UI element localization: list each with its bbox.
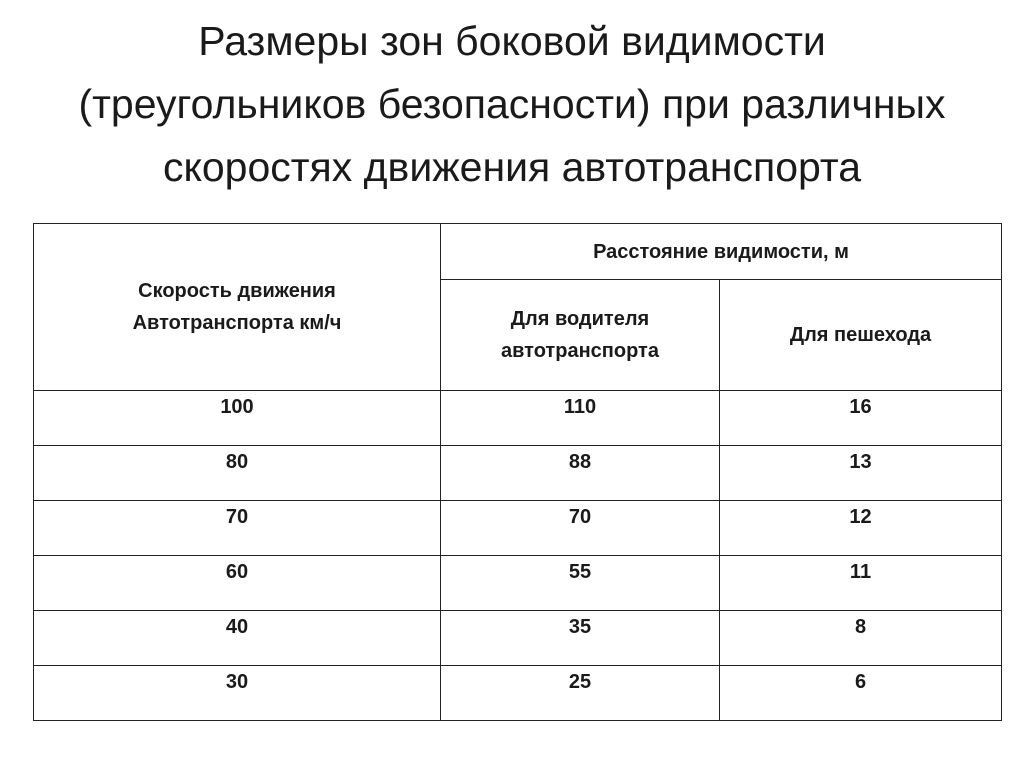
cell-pedestrian: 12 [720,501,1002,556]
header-driver-line-1: Для водителя [510,308,650,330]
table-row [34,611,1002,666]
table-row [34,666,1002,721]
title-line-2: (треугольников безопасности) при различных [78,81,946,127]
cell-pedestrian: 6 [720,666,1002,721]
cell-driver: 25 [441,666,720,721]
cell-speed: 100 [34,391,441,446]
header-speed [34,224,441,391]
cell-driver: 70 [441,501,720,556]
cell-driver: 55 [441,556,720,611]
table-row [34,391,1002,446]
cell-pedestrian: 8 [720,611,1002,666]
cell-speed: 60 [34,556,441,611]
table-row [34,446,1002,501]
header-driver [441,280,720,391]
table-header-row [34,224,1002,280]
cell-pedestrian: 11 [720,556,1002,611]
header-speed-line-1: Скорость движения [138,280,336,302]
title-line-1: Размеры зон боковой видимости [198,18,826,64]
cell-pedestrian: 13 [720,446,1002,501]
table-row [34,501,1002,556]
cell-speed: 40 [34,611,441,666]
cell-driver: 88 [441,446,720,501]
title-line-3: скоростях движения автотранспорта [162,144,862,190]
table-row [34,556,1002,611]
header-distance: Расстояние видимости, м [441,224,1002,280]
cell-speed: 80 [34,446,441,501]
header-speed-line-2: Автотранспорта км/ч [132,312,342,334]
cell-speed: 70 [34,501,441,556]
cell-pedestrian: 16 [720,391,1002,446]
header-driver-line-2: автотранспорта [501,340,659,362]
cell-driver: 110 [441,391,720,446]
visibility-table [33,223,1002,721]
cell-speed: 30 [34,666,441,721]
page-title [0,10,1024,199]
cell-driver: 35 [441,611,720,666]
header-pedestrian: Для пешехода [720,280,1002,391]
